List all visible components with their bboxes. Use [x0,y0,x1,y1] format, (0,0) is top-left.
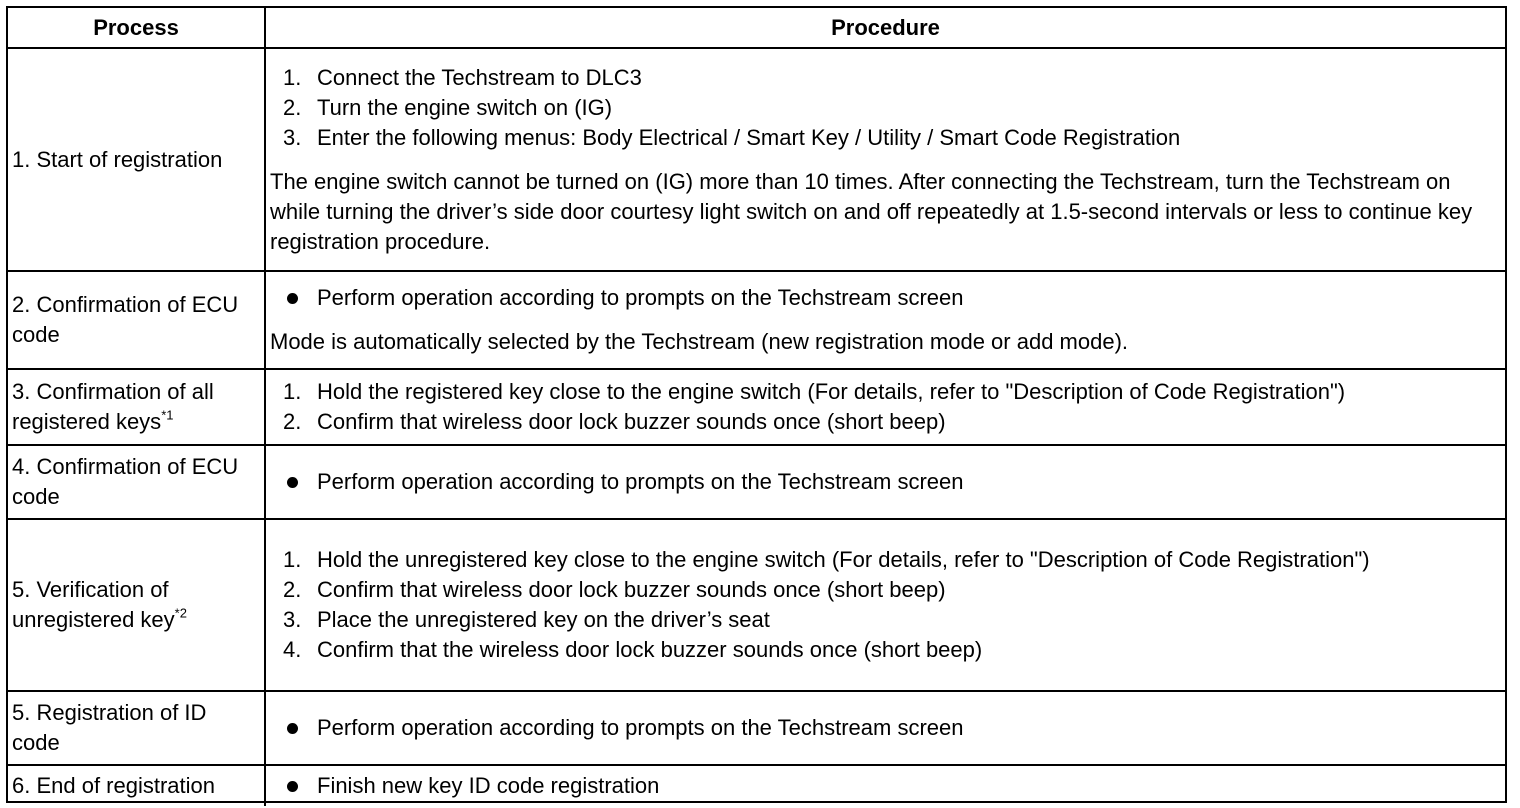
step-number: 2. [283,94,302,120]
list-item [270,283,1497,313]
note-text: Mode is automatically selected by the Techstream (new registration mode or add mode). [270,329,1129,354]
procedure-table-frame [6,6,1507,803]
step-text: Hold the registered key close to the engine switch (For details, refer to "Description of Code Registration") [317,379,1346,404]
table-row [8,445,1505,519]
step-number: 2. [283,409,302,434]
list-item [270,123,1497,153]
step-number: 1. [283,379,302,404]
process-cell [8,48,265,271]
step-number: 3. [283,607,302,632]
step-text: Confirm that wireless door lock buzzer sounds once (short beep) [317,409,946,434]
process-label: 2. Confirmation of ECU code [12,292,239,347]
step-text: Confirm that the wireless door lock buzzer sounds once (short beep) [317,637,983,662]
procedure-cell [265,519,1505,691]
list-item [270,713,1497,743]
step-list [270,63,1497,153]
list-item [270,93,1497,123]
step-text: Place the unregistered key on the driver’s seat [317,607,770,632]
header-row [8,8,1505,48]
list-item [270,605,1497,635]
step-number: 2. [283,577,302,602]
step-text: Turn the engine switch on (IG) [317,94,613,120]
header-procedure: Procedure [265,8,1505,48]
process-cell [8,445,265,519]
process-cell [8,691,265,765]
bullet-list [270,283,1497,313]
bullet-icon [287,477,298,488]
process-cell [8,271,265,369]
step-number: 1. [283,64,302,90]
table-row [8,369,1505,445]
bullet-list [270,713,1497,743]
list-item [270,467,1497,497]
procedure-cell [265,765,1505,806]
procedure-table [8,8,1505,806]
bullet-list [270,771,1497,801]
procedure-cell [265,271,1505,369]
step-list [270,377,1497,437]
table-row [8,519,1505,691]
process-label: 5. Verification of unregistered key [12,577,175,632]
process-label: 1. Start of registration [12,146,223,172]
list-item [270,635,1497,665]
bullet-text: Perform operation according to prompts on the Techstream screen [317,469,964,494]
table-row [8,765,1505,806]
procedure-cell [265,691,1505,765]
list-item [270,407,1497,437]
step-text: Enter the following menus: Body Electrical / Smart Key / Utility / Smart Code Registration [317,124,1181,150]
bullet-text: Perform operation according to prompts on the Techstream screen [317,285,964,310]
step-number: 3. [283,124,302,150]
process-label: 3. Confirmation of all registered keys [12,379,214,434]
note-text: The engine switch cannot be turned on (IG) more than 10 times. After connecting the Techstream, turn the Techstream on while turning the driver’s side door courtesy light switch on and off repeatedly at 1.5-second intervals or less to continue key registration procedure. [270,168,1473,254]
footnote-marker: *1 [161,407,174,423]
step-number: 1. [283,547,302,572]
table-row [8,691,1505,765]
procedure-cell [265,48,1505,271]
header-process: Process [8,8,265,48]
process-cell [8,369,265,445]
process-label: 6. End of registration [12,773,216,798]
step-text: Hold the unregistered key close to the engine switch (For details, refer to "Description of Code Registration") [317,547,1370,572]
bullet-list [270,467,1497,497]
step-text: Connect the Techstream to DLC3 [317,64,642,90]
footnote-marker: *2 [174,605,187,621]
step-text: Confirm that wireless door lock buzzer sounds once (short beep) [317,577,946,602]
step-list [270,545,1497,665]
bullet-icon [287,781,298,792]
process-label: 4. Confirmation of ECU code [12,454,239,509]
list-item [270,575,1497,605]
bullet-icon [287,293,298,304]
list-item [270,545,1497,575]
bullet-icon [287,723,298,734]
process-cell [8,519,265,691]
table-row [8,48,1505,271]
list-item [270,771,1497,801]
procedure-cell [265,445,1505,519]
list-item [270,377,1497,407]
process-cell [8,765,265,806]
bullet-text: Finish new key ID code registration [317,773,660,798]
step-number: 4. [283,637,302,662]
process-label: 5. Registration of ID code [12,700,207,755]
list-item [270,63,1497,93]
procedure-cell [265,369,1505,445]
bullet-text: Perform operation according to prompts on the Techstream screen [317,715,964,740]
table-row [8,271,1505,369]
